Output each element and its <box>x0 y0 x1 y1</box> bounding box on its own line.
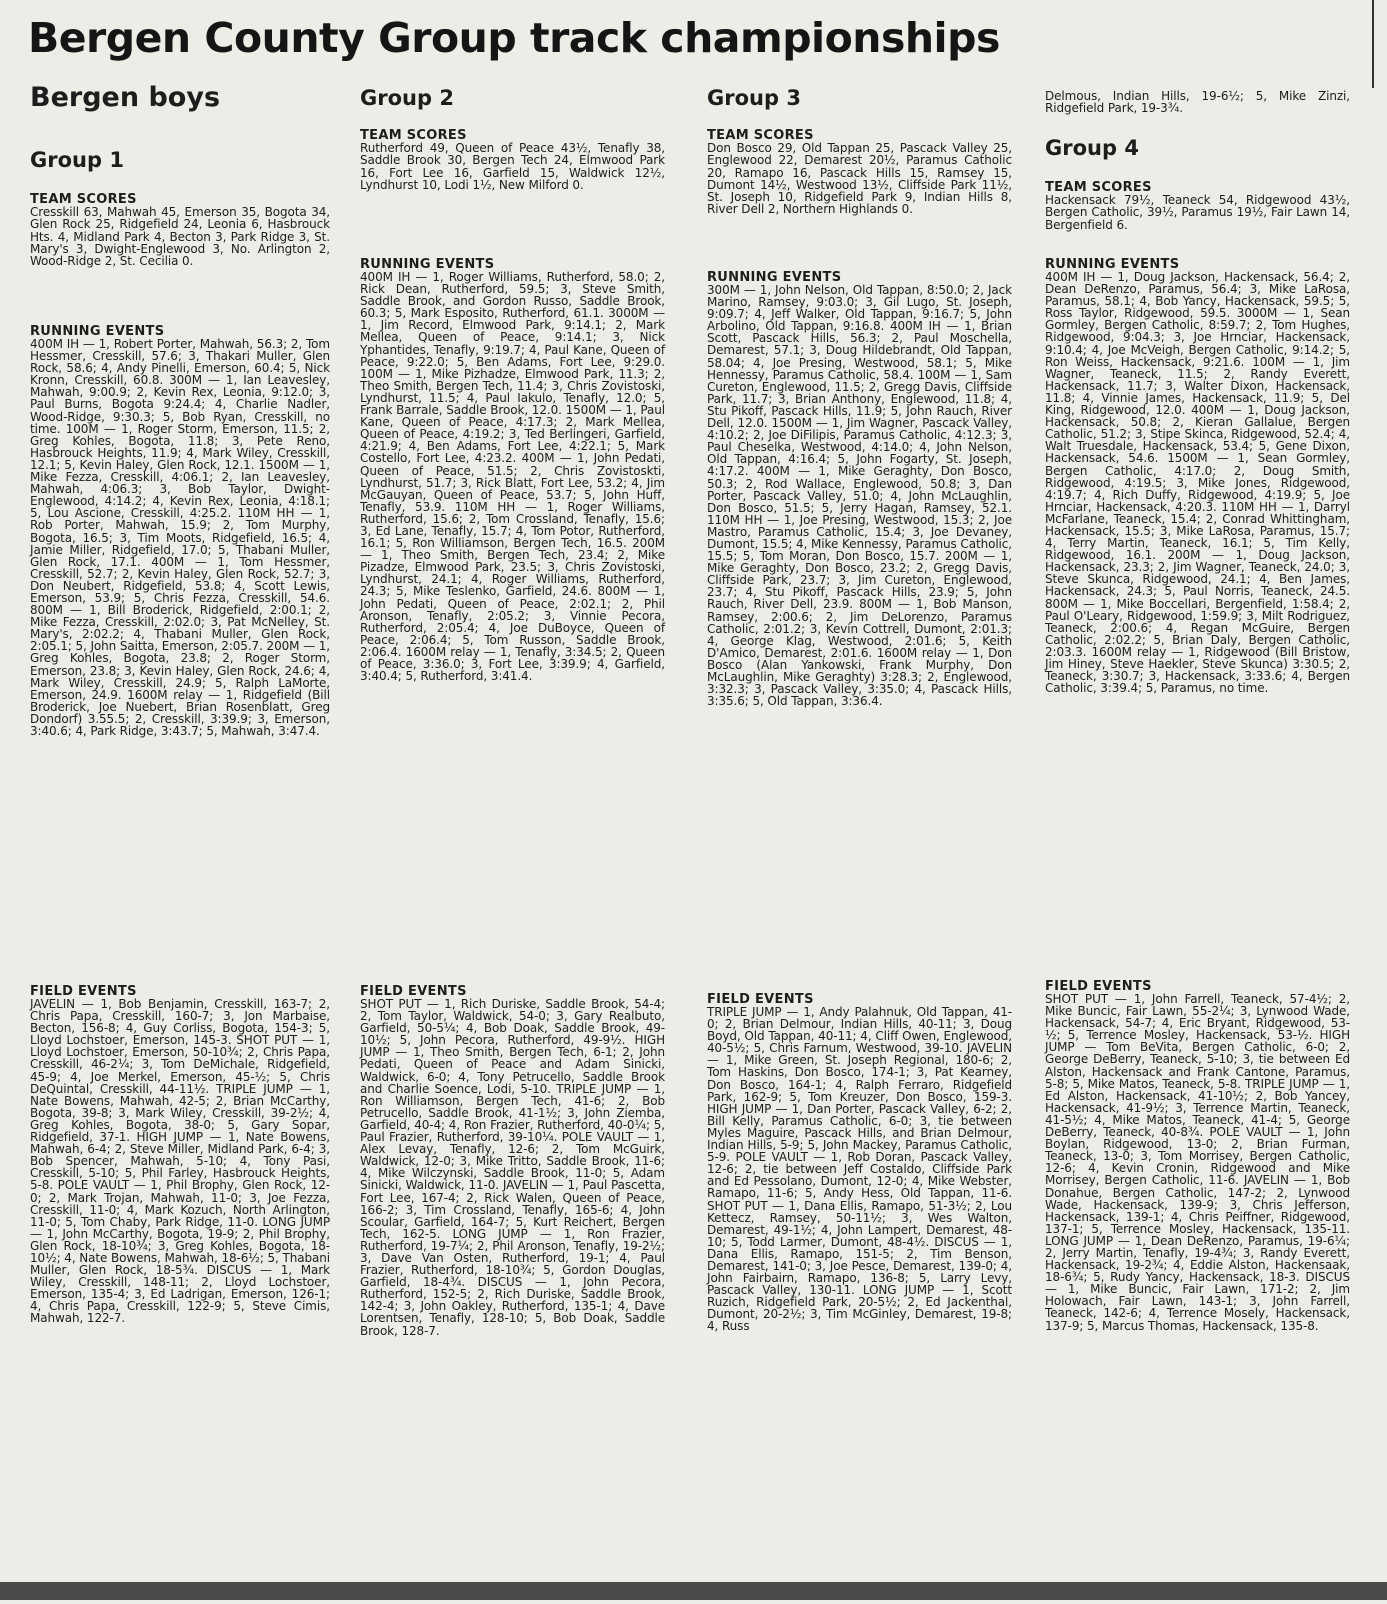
field-events-heading: FIELD EVENTS <box>30 984 137 999</box>
team-scores-heading: TEAM SCORES <box>707 128 814 143</box>
group-2-field-events <box>360 985 665 1337</box>
group-2-running-events <box>360 258 665 682</box>
running-events-text: 400M IH — 1, Doug Jackson, Hackensack, 56.4; 2, Dean DeRenzo, Paramus, 56.4; 3, Mike LaRosa, Paramus, 58.1; 4, Bob Yancy, Hackensack, 59.5; 5, Ross Taylor, Ridgewood, 59.5. 3000M — 1, Sean Gormley, Bergen Catholic, 8:59.7; 2, Tom Hughes, Ridgewood, 9:04.3; 3, Joe Hrnciar, Hackensack, 9:10.4; 4, Joe McVeigh, Bergen Catholic, 9:14.2; 5, Ron Weiss, Hackensack, 9:21.6. 100M — 1, Jim Wagner, Teaneck, 11.5; 2, Randy Everett, Hackensack, 11.7; 3, Walter Dixon, Hackensack, 11.8; 4, Vinnie James, Hackensack, 11.9; 5, Del King, Ridgewood, 12.0. 400M — 1, Doug Jackson, Hackensack, 50.8; 2, Kieran Gallalue, Bergen Catholic, 51.2; 3, Stipe Skinca, Ridgewood, 52.4; 4, Walt Truesdale, Hackensack, 53.4; 5, Gene Dixon, Hackensack, 54.6. 1500M — 1, Sean Gormley, Bergen Catholic, 4:17.0; 2, Doug Smith, Ridgewood, 4:19.5; 3, Mike Jones, Ridgewood, 4:19.7; 4, Rich Duffy, Ridgewood, 4:19.9; 5, Joe Hrnciar, Hackensack, 4:20.3. 110M HH — 1, Darryl McFarlane, Teaneck, 15.4; 2, Conrad Whittingham, Hackensack, 15.5; 3, Mike LaRosa, Paramus, 15.7; 4, Terry Martin, Teaneck, 16.1; 5, Tim Kelly, Ridgewood, 16.1. 200M — 1, Doug Jackson, Hackensack, 23.3; 2, Jim Wagner, Teaneck, 24.0; 3, Steve Skunca, Ridgewood, 24.1; 4, Ben James, Hackensack, 24.3; 5, Paul Norris, Teaneck, 24.5. 800M — 1, Mike Boccellari, Bergenfield, 1:58.4; 2, Paul O'Leary, Ridgewood, 1:59.9; 3, Milt Rodriguez, Teaneck, 2:00.6; 4, Regan McGuire, Bergen Catholic, 2:02.2; 5, Brian Daly, Bergen Catholic, 2:03.3. 1600M relay — 1, Ridgewood (Bill Bristow, Jim Hiney, Steve Haekler, Steve Skunca) 3:30.5; 2, Teaneck, 3:30.7; 3, Hackensack, 3:33.6; 4, Bergen Catholic, 3:39.4; 5, Paramus, no time. <box>1045 270 1350 696</box>
running-events-heading: RUNNING EVENTS <box>1045 257 1180 272</box>
team-scores-text: Rutherford 49, Queen of Peace 43½, Tenafly 38, Saddle Brook 30, Bergen Tech 24, Elmwood Park 16, Fort Lee 16, Garfield 15, Waldwick 12½, Lyndhurst 10, Lodi 1½, New Milford 0. <box>360 141 665 192</box>
team-scores-heading: TEAM SCORES <box>30 192 137 207</box>
group-4-heading: Group 4 <box>1045 136 1139 160</box>
group-2-heading: Group 2 <box>360 86 454 110</box>
group-4-field-events <box>1045 980 1350 1332</box>
group-3-team-scores <box>707 129 1012 216</box>
team-scores-heading: TEAM SCORES <box>1045 180 1152 195</box>
running-events-heading: RUNNING EVENTS <box>707 270 842 285</box>
team-scores-text: Hackensack 79½, Teaneck 54, Ridgewood 43½, Bergen Catholic, 39½, Paramus 19½, Fair Lawn 14, Bergenfield 6. <box>1045 193 1350 232</box>
field-events-text: SHOT PUT — 1, Rich Duriske, Saddle Brook, 54-4; 2, Tom Taylor, Waldwick, 54-0; 3, Gary Realbuto, Garfield, 50-5¼; 4, Bob Doak, Saddle Brook, 49-10½; 5, John Pecora, Rutherford, 49-9½. HIGH JUMP — 1, Theo Smith, Bergen Tech, 6-1; 2, John Pedati, Queen of Peace and Adam Sinicki, Waldwick, 6-0; 4, Tony Petrucello, Saddle Brook and Charlie Soence, Lodi, 5-10. TRIPLE JUMP — 1, Ron Williamson, Bergen Tech, 41-6; 2, Bob Petrucello, Saddle Brook, 41-1½; 3, John Ziemba, Garfield, 40-4; 4, Ron Frazier, Rutherford, 40-0¼; 5, Paul Frazier, Rutherford, 39-10¼. POLE VAULT — 1, Alex Levay, Tenafly, 12-6; 2, Tom McGuirk, Waldwick, 12-0; 3, Mike Tritto, Saddle Brook, 11-6; 4, Mike Wilczynski, Saddle Brook, 11-0; 5, Adam Sinicki, Waldwick, 11-0. JAVELIN — 1, Paul Pascetta, Fort Lee, 167-4; 2, Rick Walen, Queen of Peace, 166-2; 3, Tim Crossland, Tenafly, 165-6; 4, John Scoular, Garfield, 164-7; 5, Kurt Reichert, Bergen Tech, 162-5. LONG JUMP — 1, Ron Frazier, Rutherford, 19-7¼; 2, Phil Aronson, Tenafly, 19-2½; 3, Dave Van Osten, Rutherford, 19-1; 4, Paul Frazier, Rutherford, 18-10¾; 5, Gordon Douglas, Garfield, 18-4¾. DISCUS — 1, John Pecora, Rutherford, 152-5; 2, Rich Duriske, Saddle Brook, 142-4; 3, John Oakley, Rutherford, 135-1; 4, Dave Lorentsen, Tenafly, 128-10; 5, Bob Doak, Saddle Brook, 128-7. <box>360 997 665 1338</box>
running-events-heading: RUNNING EVENTS <box>30 324 165 339</box>
field-events-text: JAVELIN — 1, Bob Benjamin, Cresskill, 163-7; 2, Chris Papa, Cresskill, 160-7; 3, Jon Marbaise, Becton, 156-8; 4, Guy Corliss, Bogota, 154-3; 5, Lloyd Lochstoer, Emerson, 145-3. SHOT PUT — 1, Lloyd Lochstoer, Emerson, 50-10¾; 2, Chris Papa, Cresskill, 46-2¼; 3, Tom DeMichale, Ridgefield, 45-9; 4, Joe Merkel, Emerson, 45-½; 5, Chris DeQuintal, Cresskill, 44-11½. TRIPLE JUMP — 1, Nate Bowens, Mahwah, 42-5; 2, Brian McCarthy, Bogota, 39-8; 3, Mark Wiley, Cresskill, 39-2½; 4, Greg Kohles, Bogota, 38-0; 5, Gary Sopar, Ridgefield, 37-1. HIGH JUMP — 1, Nate Bowens, Mahwah, 6-4; 2, Steve Miller, Midland Park, 6-4; 3, Bob Spencer, Mahwah, 5-10; 4, Tony Pasi, Cresskill, 5-10; 5, Phil Farley, Hasbrouck Heights, 5-8. POLE VAULT — 1, Phil Brophy, Glen Rock, 12-0; 2, Mark Trojan, Mahwah, 11-0; 3, Joe Fezza, Cresskill, 11-0; 4, Mark Kozuch, North Arlington, 11-0; 5, Tom Chaby, Park Ridge, 11-0. LONG JUMP — 1, John McCarthy, Bogota, 19-9; 2, Phil Brophy, Glen Rock, 18-10¾; 3, Greg Kohles, Bogota, 18-10½; 4, Nate Bowens, Mahwah, 18-6½; 5, Thabani Muller, Glen Rock, 18-5¾. DISCUS — 1, Mark Wiley, Cresskill, 148-11; 2, Lloyd Lochstoer, Emerson, 135-4; 3, Ed Ladrigan, Emerson, 126-1; 4, Chris Papa, Cresskill, 122-9; 5, Steve Cimis, Mahwah, 122-7. <box>30 997 330 1326</box>
headline: Bergen County Group track championships <box>28 14 1000 62</box>
group-3-continued-text <box>1045 90 1350 115</box>
group-1-team-scores <box>30 193 330 267</box>
team-scores-heading: TEAM SCORES <box>360 128 467 143</box>
column-rule <box>1372 0 1374 88</box>
group-1-field-events <box>30 985 330 1325</box>
group-2-team-scores <box>360 129 665 191</box>
field-events-heading: FIELD EVENTS <box>1045 979 1152 994</box>
field-events-text: SHOT PUT — 1, John Farrell, Teaneck, 57-4½; 2, Mike Buncic, Fair Lawn, 55-2¼; 3, Lynwood Wade, Hackensack, 54-7; 4, Eric Bryant, Ridgewood, 53-½; 5, Terrence Mosley, Hackensack, 53-½. HIGH JUMP — Tom BeVita, Bergen Catholic, 6-0; 2, George DeBerry, Teaneck, 5-10; 3, tie between Ed Alston, Hackensack and Frank Cantone, Paramus, 5-8; 5, Mike Matos, Teaneck, 5-8. TRIPLE JUMP — 1, Ed Alston, Hackensack, 41-10½; 2, Bob Yancey, Hackensack, 41-9½; 3, Terrence Martin, Teaneck, 41-5½; 4, Mike Matos, Teaneck, 41-4; 5, George DeBerry, Teaneck, 40-8¾. POLE VAULT — 1, John Boylan, Ridgewood, 13-0; 2, Brian Furman, Teaneck, 13-0; 3, Tom Morrisey, Bergen Catholic, 12-6; 4, Kevin Cronin, Ridgewood and Mike Morrisey, Bergen Catholic, 11-6. JAVELIN — 1, Bob Donahue, Bergen Catholic, 147-2; 2, Lynwood Wade, Hackensack, 139-9; 3, Chris Jefferson, Hackensack, 139-1; 4, Chris Peiffner, Ridgewood, 137-1; 5, Terrence Mosley, Hackensack, 135-11. LONG JUMP — 1, Dean DeRenzo, Paramus, 19-6¼; 2, Jerry Martin, Tenafly, 19-4¾; 3, Randy Everett, Hackensack, 19-2¾; 4, Eddie Alston, Hackensaak, 18-6¾; 5, Rudy Yancy, Hackensack, 18-3. DISCUS — 1, Mike Buncic, Fair Lawn, 171-2; 2, Jim Holowach, Fair Lawn, 143-1; 3, John Farrell, Teaneck, 142-6; 4, Terrence Mosely, Hackensack, 137-9; 5, Marcus Thomas, Hackensack, 135-8. <box>1045 992 1350 1333</box>
group-1-heading: Group 1 <box>30 148 124 172</box>
group-4-running-events <box>1045 258 1350 694</box>
group-3-running-events <box>707 271 1012 707</box>
bottom-rule <box>0 1582 1387 1600</box>
section-title-bergen-boys: Bergen boys <box>30 82 221 113</box>
team-scores-text: Don Bosco 29, Old Tappan 25, Pascack Valley 25, Englewood 22, Demarest 20½, Paramus Catholic 20, Ramapo 16, Pascack Hills 15, Ramsey 15, Dumont 14½, Westwood 13½, Cliffside Park 11½, St. Joseph 10, Ridgefield Park 9, Indian Hills 8, River Dell 2, Northern Highlands 0. <box>707 141 1012 217</box>
field-events-text: TRIPLE JUMP — 1, Andy Palahnuk, Old Tappan, 41-0; 2, Brian Delmour, Indian Hills, 40-11; 3, Doug Boyd, Old Tappan, 40-11; 4, Cliff Owen, Englewood, 40-5½; 5, Chris Farnum, Westwood, 39-10. JAVELIN — 1, Mike Green, St. Joseph Regional, 180-6; 2, Tom Haskins, Don Bosco, 174-1; 3, Pat Kearney, Don Bosco, 164-1; 4, Ralph Ferraro, Ridgefield Park, 162-9; 5, Tom Kreuzer, Don Bosco, 159-3. HIGH JUMP — 1, Dan Porter, Pascack Valley, 6-2; 2, Bill Kelly, Paramus Catholic, 6-0; 3, tie between Myles Maguire, Pascack Hills, and Brian Delmour, Indian Hills, 5-9; 5, John Mackey, Paramus Catholic, 5-9. POLE VAULT — 1, Rob Doran, Pascack Valley, 12-6; 2, tie between Jeff Costaldo, Cliffside Park and Ed Pessolano, Dumont, 12-0; 4, Mike Webster, Ramapo, 11-6; 5, Andy Hess, Old Tappan, 11-6. SHOT PUT — 1, Dana Ellis, Ramapo, 51-3½; 2, Lou Kettecz, Ramsey, 50-11½; 3, Wes Walton, Demarest, 49-1½; 4, John Lampert, Demarest, 48-10; 5, Todd Larmer, Dumont, 48-4½. DISCUS — 1, Dana Ellis, Ramapo, 151-5; 2, Tim Benson, Demarest, 141-0; 3, Joe Pesce, Demarest, 139-0; 4, John Fairbairn, Ramapo, 136-8; 5, Larry Levy, Pascack Valley, 130-11. LONG JUMP — 1, Scott Ruzich, Ridgefield Park, 20-5½; 2, Ed Jackenthal, Dumont, 20-2½; 3, Tim McGinley, Demarest, 19-8; 4, Russ <box>707 1005 1012 1334</box>
group-1-running-events <box>30 325 330 737</box>
field-events-heading: FIELD EVENTS <box>707 992 814 1007</box>
running-events-text: 400M IH — 1, Roger Williams, Rutherford, 58.0; 2, Rick Dean, Rutherford, 59.5; 3, Steve Smith, Saddle Brook, and Gordon Russo, Saddle Brook, 60.3; 5, Mark Esposito, Rutherford, 61.1. 3000M — 1, Jim Record, Elmwood Park, 9:14.1; 2, Mark Mellea, Queen of Peace, 9:14.1; 3, Nick Yphantides, Tenafly, 9:19.7; 4, Paul Kane, Queen of Peace, 9:22.0; 5, Ben Adams, Fort Lee, 9:29.0. 100M — 1, Mike Pizhadze, Elmwood Park, 11.3; 2, Theo Smith, Bergen Tech, 11.4; 3, Chris Zovistoski, Lyndhurst, 11.5; 4, Paul Iakulo, Tenafly, 12.0; 5, Frank Barrale, Saddle Brook, 12.0. 1500M — 1, Paul Kane, Queen of Peace, 4:17.3; 2, Mark Mellea, Queen of Peace, 4:19.2; 3, Ted Berlingeri, Garfield, 4:21.9; 4, Ben Adams, Fort Lee, 4:22.1; 5, Mark Costello, Fort Lee, 4:23.2. 400M — 1, John Pedati, Queen of Peace, 51.5; 2, Chris Zovistoskti, Lyndhurst, 51.7; 3, Rick Blatt, Fort Lee, 53.2; 4, Jim McGauyan, Queen of Peace, 53.7; 5, John Huff, Tenafly, 53.9. 110M HH — 1, Roger Williams, Rutherford, 15.6; 2, Tom Crossland, Tenafly, 15.6; 3, Ed Lane, Tenafly, 15.7; 4, Tom Potor, Rutherford, 16.1; 5, Ron Williamson, Bergen Tech, 16.5. 200M — 1, Theo Smith, Bergen Tech, 23.4; 2, Mike Pizadze, Elmwood Park, 23.5; 3, Chris Zovistoski, Lyndhurst, 24.1; 4, Roger Williams, Rutherford, 24.3; 5, Mike Teslenko, Garfield, 24.6. 800M — 1, John Pedati, Queen of Peace, 2:02.1; 2, Phil Aronson, Tenafly, 2:05.2; 3, Vinnie Pecora, Rutherford, 2:05.4; 4, Joe DuBoyce, Queen of Peace, 2:06.4; 5, Tom Russon, Saddle Brook, 2:06.4. 1600M relay — 1, Tenafly, 3:34.5; 2, Queen of Peace, 3:36.0; 3, Fort Lee, 3:39.9; 4, Garfield, 3:40.4; 5, Rutherford, 3:41.4. <box>360 270 665 684</box>
running-events-text: 300M — 1, John Nelson, Old Tappan, 8:50.0; 2, Jack Marino, Ramsey, 9:03.0; 3, Gil Lugo, St. Joseph, 9:09.7; 4, Jeff Walker, Old Tappan, 9:16.7; 5, John Arbolino, Old Tappan, 9:16.8. 400M IH — 1, Brian Scott, Pascack Hills, 56.3; 2, Paul Moschella, Demarest, 57.1; 3, Doug Hildebrandt, Old Tappan, 58.04; 4, Joe Presing, Westwood, 58.1; 5, Mike Hennessy, Paramus Catholic, 58.4. 100M — 1, Sam Cureton, Englewood, 11.5; 2, Gregg Davis, Cliffside Park, 11.7; 3, Brian Anthony, Englewood, 11.8; 4, Stu Pikoff, Pascack Hills, 11.9; 5, John Rauch, River Dell, 12.0. 1500M — 1, Jim Wagner, Pascack Valley, 4:10.2; 2, Joe DiFilipis, Paramus Catholic, 4:12.3; 3, Paul Cheselka, Westwood, 4:14.0; 4, John Nelson, Old Tappan, 4:16.4; 5, John Fogarty, St. Joseph, 4:17.2. 400M — 1, Mike Geraghty, Don Bosco, 50.3; 2, Rod Wallace, Englewood, 50.8; 3, Dan Porter, Pascack Valley, 51.0; 4, John McLaughlin, Don Bosco, 51.5; 5, Jerry Hagan, Ramsey, 52.1. 110M HH — 1, Joe Presing, Westwood, 15.3; 2, Joe Mastro, Paramus Catholic, 15.4; 3, Joe Devaney, Dumont, 15.5; 4, Mike Kennessy, Paramus Catholic, 15.5; 5, Tom Moran, Don Bosco, 15.7. 200M — 1, Mike Geraghty, Don Bosco, 23.2; 2, Gregg Davis, Cliffside Park, 23.7; 3, Jim Cureton, Englewood, 23.7; 4, Stu Pikoff, Pascack Hills, 23.9; 5, John Rauch, River Dell, 23.9. 800M — 1, Bob Manson, Ramsey, 2:00.6; 2, Jim DeLorenzo, Paramus Catholic, 2:01.2; 3, Kevin Cottrell, Dumont, 2:01.3; 4, George Klag, Westwood, 2:01.6; 5, Keith D'Amico, Demarest, 2:01.6. 1600M relay — 1, Don Bosco (Alan Yankowski, Frank Murphy, Don McLaughlin, Mike Geraghty) 3:28.3; 2, Englewood, 3:32.3; 3, Pascack Valley, 3:35.0; 4, Pascack Hills, 3:35.6; 5, Old Tappan, 3:36.4. <box>707 283 1012 709</box>
group-3-field-events <box>707 993 1012 1333</box>
running-events-heading: RUNNING EVENTS <box>360 257 495 272</box>
running-events-text: 400M IH — 1, Robert Porter, Mahwah, 56.3; 2, Tom Hessmer, Cresskill, 57.6; 3, Thakari Muller, Glen Rock, 58.6; 4, Andy Pinelli, Emerson, 60.4; 5, Nick Kronn, Cresskill, 60.8. 300M — 1, Ian Leavesley, Mahwah, 9:00.9; 2, Kevin Rex, Leonia, 9:12.0; 3, Paul Burns, Bogota 9:24.4; 4, Charlie Nadler, Wood-Ridge, 9:30.3; 5, Bob Ryan, Cresskill, no time. 100M — 1, Roger Storm, Emerson, 11.5; 2, Greg Kohles, Bogota, 11.8; 3, Pete Reno, Hasbrouck Heights, 11.9; 4, Mark Wiley, Cresskill, 12.1; 5, Kevin Haley, Glen Rock, 12.1. 1500M — 1, Mike Fezza, Cresskill, 4:06.1; 2, Ian Leavesley, Mahwah, 4:06.3; 3, Bob Taylor, Dwight-Englewood, 4:14.2; 4, Kevin Rex, Leonia, 4:18.1; 5, Lou Ascione, Cresskill, 4:25.2. 110M HH — 1, Rob Porter, Mahwah, 15.9; 2, Tom Murphy, Bogota, 16.5; 3, Tim Moots, Ridgefield, 16.5; 4, Jamie Miller, Ridgefield, 17.0; 5, Thabani Muller, Glen Rock, 17.1. 400M — 1, Tom Hessmer, Cresskill, 52.7; 2, Kevin Haley, Glen Rock, 52.7; 3, Don Neubert, Ridgefield, 53.8; 4, Scott Lewis, Emerson, 53.9; 5, Chris Fezza, Cresskill, 54.6. 800M — 1, Bill Broderick, Ridgefield, 2:00.1; 2, Mike Fezza, Cresskill, 2:02.0; 3, Pat McNelley, St. Mary's, 2:02.2; 4, Thabani Muller, Glen Rock, 2:05.1; 5, John Saitta, Emerson, 2:05.7. 200M — 1, Greg Kohles, Bogota, 23.8; 2, Roger Storm, Emerson, 23.8; 3, Kevin Haley, Glen Rock, 24.6; 4, Mark Wiley, Cresskill, 24.9; 5, Ralph LaMorte, Emerson, 24.9. 1600M relay — 1, Ridgefield (Bill Broderick, Joe Nuebert, Brian Rosenblatt, Greg Dondorf) 3.55.5; 2, Cresskill, 3:39.9; 3, Emerson, 3:40.6; 4, Park Ridge, 3:43.7; 5, Mahwah, 3:47.4. <box>30 337 330 738</box>
group-3-heading: Group 3 <box>707 86 801 110</box>
field-events-heading: FIELD EVENTS <box>360 984 467 999</box>
group-4-team-scores <box>1045 181 1350 231</box>
carryover-text: Delmous, Indian Hills, 19-6½; 5, Mike Zinzi, Ridgefield Park, 19-3¾. <box>1045 89 1350 116</box>
team-scores-text: Cresskill 63, Mahwah 45, Emerson 35, Bogota 34, Glen Rock 25, Ridgefield 24, Leonia 6, Hasbrouck Hts. 4, Midland Park 4, Becton 3, Park Ridge 3, St. Mary's 3, Dwight-Englewood 3, No. Arlington 2, Wood-Ridge 2, St. Cecilia 0. <box>30 205 330 269</box>
